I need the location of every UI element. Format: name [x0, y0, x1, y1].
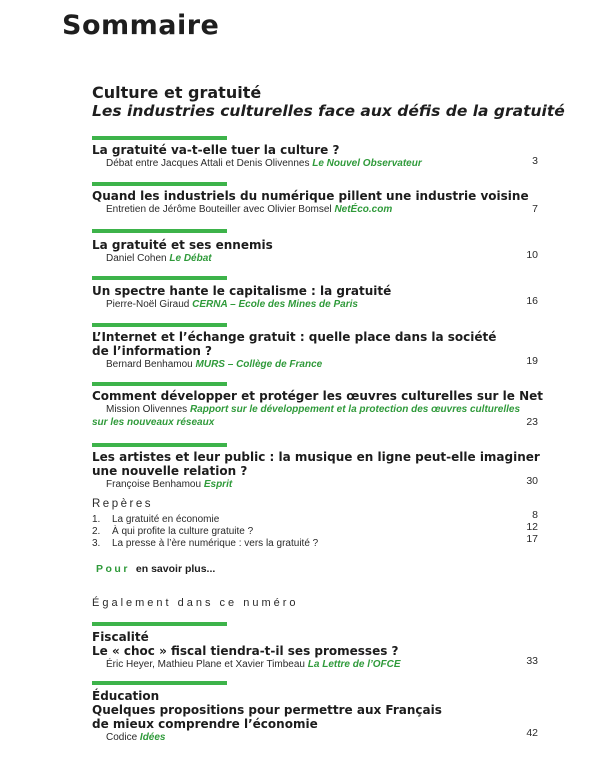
- entry-byline: [92, 358, 552, 371]
- toc-entry[interactable]: [92, 189, 552, 216]
- reperes-heading: Repères: [92, 498, 153, 510]
- entry-source: MURS – Collège de France: [195, 359, 323, 370]
- entry-source-continued: sur les nouveaux réseaux: [92, 417, 215, 428]
- entry-title: La gratuité va-t-elle tuer la culture ?: [92, 143, 340, 157]
- reperes-page-number: 17: [526, 533, 538, 545]
- entry-source: Idées: [139, 732, 166, 743]
- entry-source: NetÉco.com: [334, 204, 393, 215]
- toc-entry[interactable]: [92, 284, 552, 311]
- entry-source: Rapport sur le développement et la protection des œuvres culturelles: [189, 404, 521, 415]
- entry-page-number: 30: [526, 475, 538, 487]
- reperes-item-label: À qui profite la culture gratuite ?: [112, 526, 254, 537]
- entry-title: La gratuité et ses ennemis: [92, 238, 273, 252]
- entry-byline: [92, 731, 552, 744]
- further-reading-rest: en savoir plus...: [135, 563, 216, 575]
- entry-author: Débat entre Jacques Attali et Denis Olivennes: [106, 158, 310, 169]
- toc-entry[interactable]: [92, 238, 552, 265]
- toc-entry[interactable]: [92, 450, 552, 491]
- reperes-item-number: 2.: [92, 526, 101, 537]
- entry-author: Daniel Cohen: [106, 253, 167, 264]
- entry-byline-continued: [92, 416, 552, 429]
- entry-source: Le Nouvel Observateur: [312, 158, 422, 169]
- entry-title-continued: une nouvelle relation ?: [92, 464, 248, 478]
- entry-source: Esprit: [203, 479, 233, 490]
- reperes-item[interactable]: [92, 514, 219, 525]
- entry-page-number: 42: [526, 727, 538, 739]
- reperes-page-number: 8: [532, 509, 538, 521]
- reperes-item-number: 3.: [92, 538, 101, 549]
- reperes-item-number: 1.: [92, 514, 101, 525]
- entry-page-number: 16: [526, 295, 538, 307]
- entry-title: L’Internet et l’échange gratuit : quelle place dans la société: [92, 330, 497, 344]
- entry-page-number: 23: [526, 416, 538, 428]
- toc-entry[interactable]: [92, 389, 552, 429]
- entry-byline: [92, 658, 552, 671]
- toc-entry[interactable]: [92, 143, 552, 170]
- entry-page-number: 10: [526, 249, 538, 261]
- also-in-issue-heading: Également dans ce numéro: [92, 597, 299, 609]
- reperes-item[interactable]: [92, 526, 253, 537]
- section-divider-bar: [92, 622, 227, 626]
- section-divider-bar: [92, 136, 227, 140]
- section-heading: Éducation: [92, 689, 160, 703]
- theme-subtitle: Les industries culturelles face aux défis de la gratuité: [92, 102, 565, 120]
- entry-byline: [92, 298, 552, 311]
- section-divider-bar: [92, 229, 227, 233]
- entry-source: Le Débat: [169, 253, 212, 264]
- entry-title: Un spectre hante le capitalisme : la gratuité: [92, 284, 392, 298]
- entry-author: Codice: [106, 732, 138, 743]
- entry-title: Quand les industriels du numérique pillent une industrie voisine: [92, 189, 529, 203]
- entry-source: CERNA – Ecole des Mines de Paris: [192, 299, 358, 310]
- entry-author: Entretien de Jérôme Bouteiller avec Olivier Bomsel: [106, 204, 332, 215]
- further-reading-keyword: Pour: [96, 563, 130, 575]
- entry-title: Les artistes et leur public : la musique en ligne peut-elle imaginer: [92, 450, 540, 464]
- entry-byline: [92, 403, 552, 416]
- reperes-item-label: La gratuité en économie: [112, 514, 220, 525]
- further-reading-link[interactable]: [96, 563, 215, 575]
- section-heading: Fiscalité: [92, 630, 149, 644]
- entry-author: Françoise Benhamou: [106, 479, 202, 490]
- section-divider-bar: [92, 323, 227, 327]
- reperes-item[interactable]: [92, 538, 318, 549]
- entry-title-continued: de l’information ?: [92, 344, 212, 358]
- toc-entry[interactable]: [92, 330, 552, 371]
- entry-source: La Lettre de l’OFCE: [307, 659, 401, 670]
- toc-entry[interactable]: [92, 689, 552, 744]
- entry-byline: [92, 478, 552, 491]
- entry-title: Comment développer et protéger les œuvres culturelles sur le Net: [92, 389, 543, 403]
- theme-title: Culture et gratuité: [92, 83, 262, 102]
- section-divider-bar: [92, 182, 227, 186]
- section-divider-bar: [92, 443, 227, 447]
- entry-page-number: 19: [526, 355, 538, 367]
- entry-page-number: 3: [532, 155, 538, 167]
- entry-title: Quelques propositions pour permettre aux Français: [92, 703, 442, 717]
- entry-byline: [92, 157, 552, 170]
- toc-entry[interactable]: [92, 630, 552, 671]
- entry-page-number: 7: [532, 203, 538, 215]
- entry-page-number: 33: [526, 655, 538, 667]
- entry-author: Pierre-Noël Giraud: [106, 299, 190, 310]
- entry-byline: [92, 252, 552, 265]
- section-divider-bar: [92, 382, 227, 386]
- section-divider-bar: [92, 276, 227, 280]
- section-divider-bar: [92, 681, 227, 685]
- reperes-item-label: La presse à l’ère numérique : vers la gratuité ?: [112, 538, 319, 549]
- entry-author: Bernard Benhamou: [106, 359, 193, 370]
- page-title: Sommaire: [62, 10, 220, 41]
- entry-byline: [92, 203, 552, 216]
- entry-title-continued: de mieux comprendre l’économie: [92, 717, 318, 731]
- entry-author: Éric Heyer, Mathieu Plane et Xavier Timbeau: [106, 659, 305, 670]
- reperes-page-number: 12: [526, 521, 538, 533]
- entry-author: Mission Olivennes: [106, 404, 188, 415]
- entry-title: Le « choc » fiscal tiendra-t-il ses promesses ?: [92, 644, 399, 658]
